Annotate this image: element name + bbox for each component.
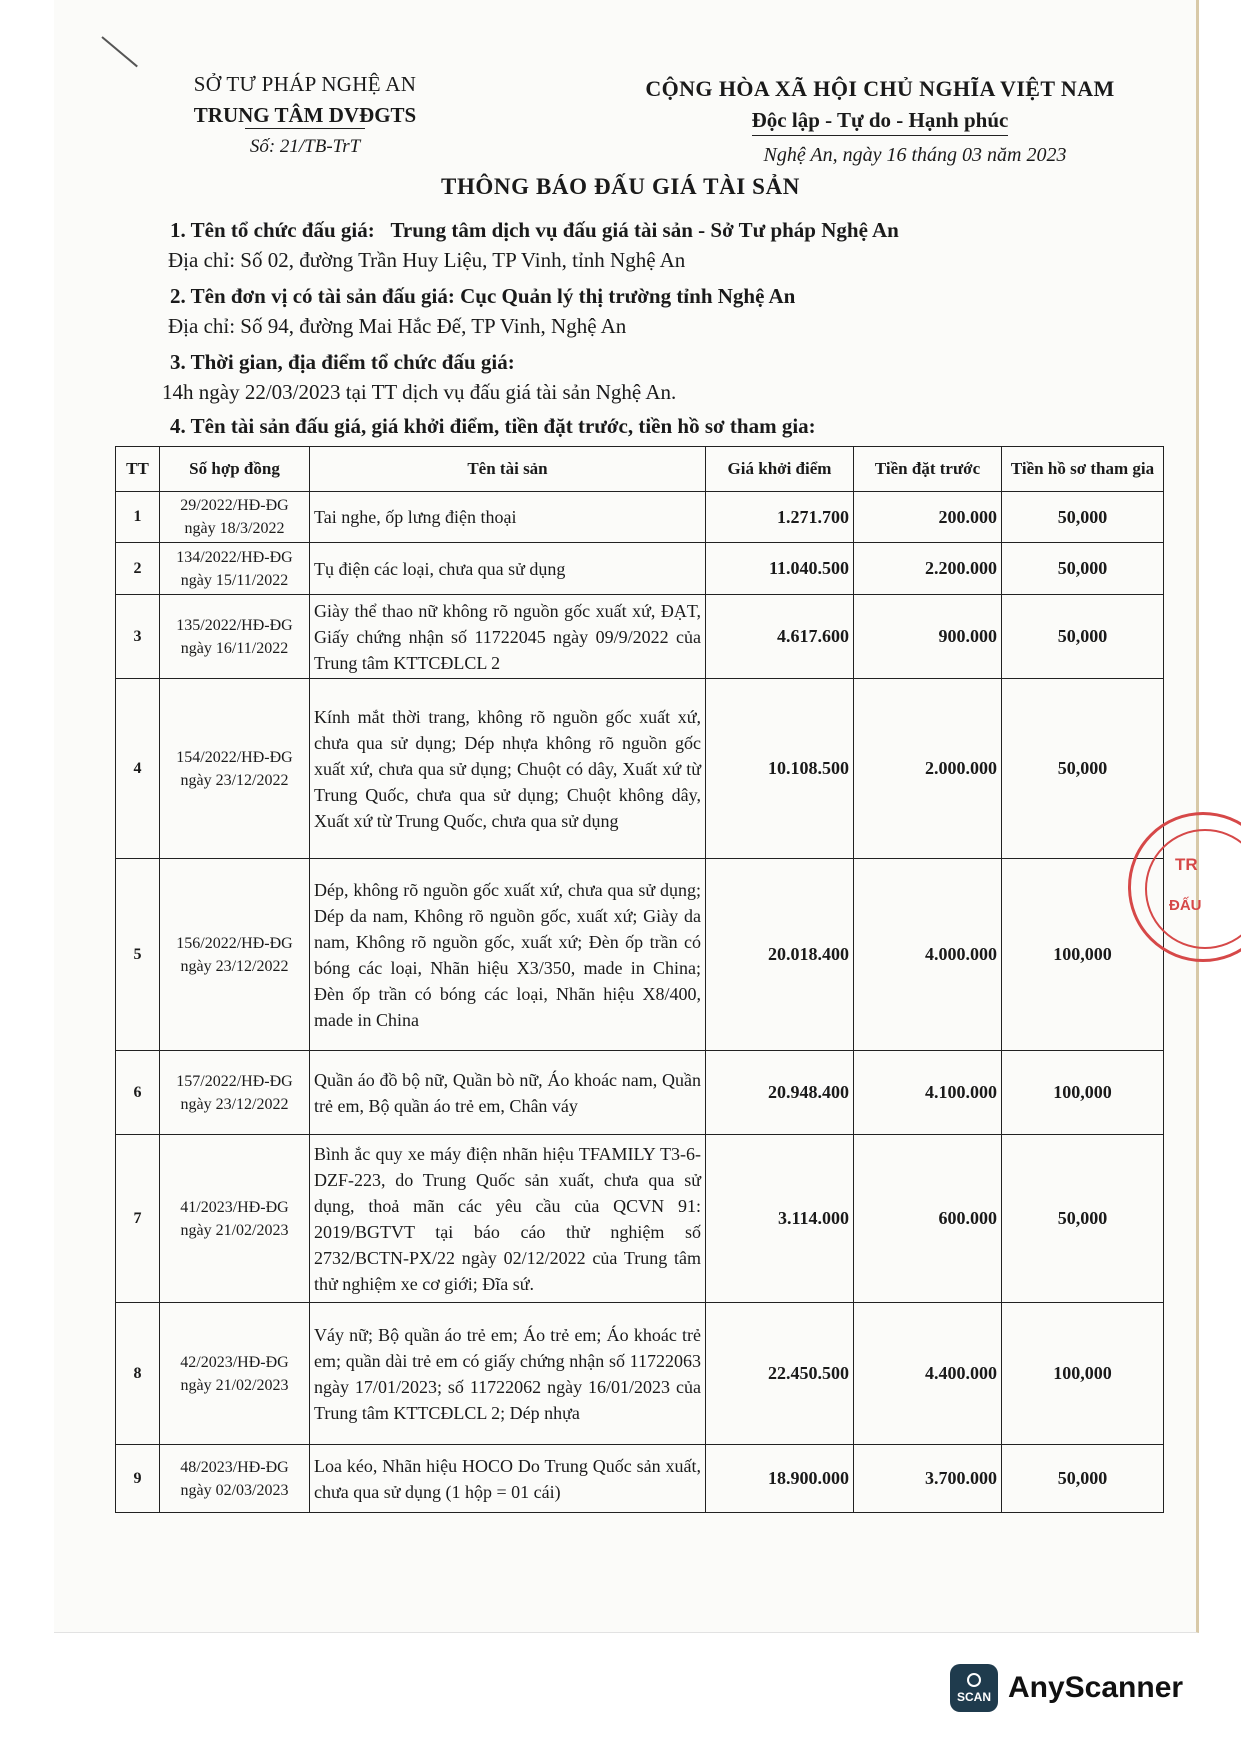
- row-contract: [160, 543, 310, 595]
- national-header: [600, 76, 1160, 167]
- section-2: [170, 284, 795, 309]
- row-start-price: 22.450.500: [706, 1303, 854, 1445]
- header-tt: TT: [116, 447, 160, 492]
- row-deposit: 2.000.000: [854, 679, 1002, 859]
- row-start-price: 3.114.000: [706, 1135, 854, 1303]
- header-deposit: Tiền đặt trước: [854, 447, 1002, 492]
- contract-date: ngày 18/3/2022: [184, 520, 285, 538]
- section-4-label: 4. Tên tài sản đấu giá, giá khởi điểm, tiền đặt trước, tiền hồ sơ tham gia:: [170, 414, 816, 438]
- header-contract: Số hợp đồng: [160, 447, 310, 492]
- seal-text-1: TR: [1175, 855, 1198, 874]
- row-start-price: 18.900.000: [706, 1445, 854, 1513]
- row-asset: Quần áo đồ bộ nữ, Quần bò nữ, Áo khoác nam, Quần trẻ em, Bộ quần áo trẻ em, Chân váy: [310, 1051, 706, 1135]
- contract-date: ngày 21/02/2023: [180, 1221, 289, 1239]
- row-deposit: 200.000: [854, 492, 1002, 543]
- row-tt: 5: [116, 859, 160, 1051]
- center-name: TRUNG TÂM DVĐGTS: [193, 103, 417, 127]
- row-contract: [160, 1135, 310, 1303]
- contract-date: ngày 15/11/2022: [180, 571, 289, 589]
- seal-text-2: ĐẤU: [1169, 897, 1202, 914]
- row-asset: Giày thể thao nữ không rõ nguồn gốc xuất xứ, ĐẠT, Giấy chứng nhận số 11722045 ngày 09/9/2022 của Trung tâm KTTCĐLCL 2: [310, 595, 706, 679]
- table-row: [116, 492, 1164, 543]
- row-tt: 4: [116, 679, 160, 859]
- scanner-brand-name: AnyScanner: [1008, 1671, 1184, 1704]
- section-1-label: 1. Tên tổ chức đấu giá:: [170, 218, 375, 242]
- scan-logo-icon: [950, 1664, 998, 1712]
- contract-number: 135/2022/HĐ-ĐG: [176, 616, 293, 634]
- nation-name: CỘNG HÒA XÃ HỘI CHỦ NGHĨA VIỆT NAM: [645, 76, 1115, 101]
- table-row: [116, 679, 1164, 859]
- contract-number: 41/2023/HĐ-ĐG: [180, 1198, 289, 1216]
- document-number: Số: 21/TB-TrT: [249, 136, 361, 157]
- row-contract: [160, 1445, 310, 1513]
- row-start-price: 11.040.500: [706, 543, 854, 595]
- row-deposit: 4.400.000: [854, 1303, 1002, 1445]
- contract-number: 154/2022/HĐ-ĐG: [176, 748, 293, 766]
- table-row: [116, 1445, 1164, 1513]
- row-fee: 50,000: [1002, 1445, 1164, 1513]
- header-fee: Tiền hồ sơ tham gia: [1002, 447, 1164, 492]
- contract-date: ngày 21/02/2023: [180, 1376, 289, 1394]
- contract-date: ngày 02/03/2023: [180, 1481, 289, 1499]
- section-2-label: 2. Tên đơn vị có tài sản đấu giá:: [170, 284, 455, 308]
- row-fee: 100,000: [1002, 859, 1164, 1051]
- row-contract: [160, 1303, 310, 1445]
- contract-date: ngày 23/12/2022: [180, 957, 289, 975]
- contract-date: ngày 23/12/2022: [180, 771, 289, 789]
- section-1-value: Trung tâm dịch vụ đấu giá tài sản - Sở Tư pháp Nghệ An: [390, 218, 899, 242]
- row-asset: Váy nữ; Bộ quần áo trẻ em; Áo trẻ em; Áo khoác trẻ em; quần dài trẻ em có giấy chứng nhận số 11722063 ngày 17/01/2023; số 11722062 ngày 16/01/2023 của Trung tâm KTTCĐLCL 2; Dép nhựa: [310, 1303, 706, 1445]
- row-fee: 100,000: [1002, 1303, 1164, 1445]
- place-date: Nghệ An, ngày 16 tháng 03 năm 2023: [763, 144, 1067, 166]
- row-fee: 50,000: [1002, 1135, 1164, 1303]
- section-2-value: Cục Quản lý thị trường tỉnh Nghệ An: [460, 284, 796, 308]
- scan-lens-icon: [967, 1673, 981, 1687]
- row-contract: [160, 595, 310, 679]
- row-asset: Kính mắt thời trang, không rõ nguồn gốc xuất xứ, chưa qua sử dụng; Dép nhựa không rõ nguồn gốc xuất xứ, chưa qua sử dụng; Chuột có dây, Xuất xứ từ Trung Quốc, chưa qua sử dụng; Chuột không dây, Xuất xứ từ Trung Quốc, chưa qua sử dụng: [310, 679, 706, 859]
- row-tt: 7: [116, 1135, 160, 1303]
- row-fee: 50,000: [1002, 679, 1164, 859]
- row-asset: Bình ắc quy xe máy điện nhãn hiệu TFAMILY T3-6-DZF-223, do Trung Quốc sản xuất, chưa qua sử dụng, thoả mãn các yêu cầu của QCVN 91: 2019/BGTVT tại báo cáo thử nghiệm số 2732/BCTN-PX/22 ngày 02/12/2022 của Trung tâm thử nghiệm xe cơ giới; Đĩa sứ.: [310, 1135, 706, 1303]
- header-start-price: Giá khởi điểm: [706, 447, 854, 492]
- scan-badge-label: SCAN: [956, 1689, 991, 1704]
- national-motto: Độc lập - Tự do - Hạnh phúc: [752, 108, 1009, 136]
- table-row: [116, 859, 1164, 1051]
- contract-number: 156/2022/HĐ-ĐG: [176, 934, 293, 952]
- row-fee: 50,000: [1002, 595, 1164, 679]
- section-3: [170, 350, 515, 375]
- contract-number: 157/2022/HĐ-ĐG: [176, 1072, 293, 1090]
- table-row: [116, 543, 1164, 595]
- row-asset: Tai nghe, ốp lưng điện thoại: [310, 492, 706, 543]
- header-asset: Tên tài sản: [310, 447, 706, 492]
- center-underline: [245, 128, 365, 129]
- row-deposit: 4.000.000: [854, 859, 1002, 1051]
- contract-number: 134/2022/HĐ-ĐG: [176, 548, 293, 566]
- row-fee: 50,000: [1002, 543, 1164, 595]
- agency-name: SỞ TƯ PHÁP NGHỆ AN: [193, 72, 417, 96]
- section-4: [170, 414, 816, 439]
- contract-date: ngày 23/12/2022: [180, 1095, 289, 1113]
- row-deposit: 900.000: [854, 595, 1002, 679]
- table-row: [116, 1303, 1164, 1445]
- table-header-row: [116, 447, 1164, 492]
- asset-table: [115, 446, 1164, 1513]
- section-3-value: 14h ngày 22/03/2023 tại TT dịch vụ đấu giá tài sản Nghệ An.: [162, 380, 677, 404]
- row-start-price: 20.018.400: [706, 859, 854, 1051]
- row-deposit: 4.100.000: [854, 1051, 1002, 1135]
- issuer-header: [160, 72, 450, 158]
- row-start-price: 4.617.600: [706, 595, 854, 679]
- row-tt: 9: [116, 1445, 160, 1513]
- row-contract: [160, 679, 310, 859]
- row-tt: 2: [116, 543, 160, 595]
- row-fee: 100,000: [1002, 1051, 1164, 1135]
- row-start-price: 20.948.400: [706, 1051, 854, 1135]
- table-row: [116, 595, 1164, 679]
- contract-date: ngày 16/11/2022: [180, 639, 289, 657]
- section-1: [170, 218, 899, 243]
- contract-number: 29/2022/HĐ-ĐG: [180, 497, 289, 514]
- row-tt: 3: [116, 595, 160, 679]
- section-2-address: Địa chỉ: Số 94, đường Mai Hắc Đế, TP Vinh, Nghệ An: [168, 314, 627, 338]
- document-title: THÔNG BÁO ĐẤU GIÁ TÀI SẢN: [441, 174, 800, 199]
- contract-number: 42/2023/HĐ-ĐG: [180, 1353, 289, 1371]
- row-deposit: 600.000: [854, 1135, 1002, 1303]
- section-3-label: 3. Thời gian, địa điểm tổ chức đấu giá:: [170, 350, 515, 374]
- row-deposit: 2.200.000: [854, 543, 1002, 595]
- row-contract: [160, 859, 310, 1051]
- contract-number: 48/2023/HĐ-ĐG: [180, 1458, 289, 1476]
- table-row: [116, 1135, 1164, 1303]
- row-start-price: 1.271.700: [706, 492, 854, 543]
- row-tt: 1: [116, 492, 160, 543]
- row-fee: 50,000: [1002, 492, 1164, 543]
- row-contract: [160, 1051, 310, 1135]
- seal-inner-ring: [1145, 829, 1241, 949]
- table-row: [116, 1051, 1164, 1135]
- row-tt: 8: [116, 1303, 160, 1445]
- row-contract: [160, 492, 310, 543]
- row-asset: Loa kéo, Nhãn hiệu HOCO Do Trung Quốc sản xuất, chưa qua sử dụng (1 hộp = 01 cái): [310, 1445, 706, 1513]
- row-start-price: 10.108.500: [706, 679, 854, 859]
- row-tt: 6: [116, 1051, 160, 1135]
- row-deposit: 3.700.000: [854, 1445, 1002, 1513]
- scanner-watermark: [950, 1664, 1183, 1712]
- section-1-address: Địa chỉ: Số 02, đường Trần Huy Liệu, TP Vinh, tỉnh Nghệ An: [168, 248, 686, 272]
- row-asset: Tụ điện các loại, chưa qua sử dụng: [310, 543, 706, 595]
- row-asset: Dép, không rõ nguồn gốc xuất xứ, chưa qua sử dụng; Dép da nam, Không rõ nguồn gốc, xuất xứ; Giày da nam, Không rõ nguồn gốc, xuất xứ; Đèn ốp trần có bóng các loại, Nhãn hiệu X3/350, made in China; Đèn ốp trần có bóng các loại, Nhãn hiệu X8/400, made in China: [310, 859, 706, 1051]
